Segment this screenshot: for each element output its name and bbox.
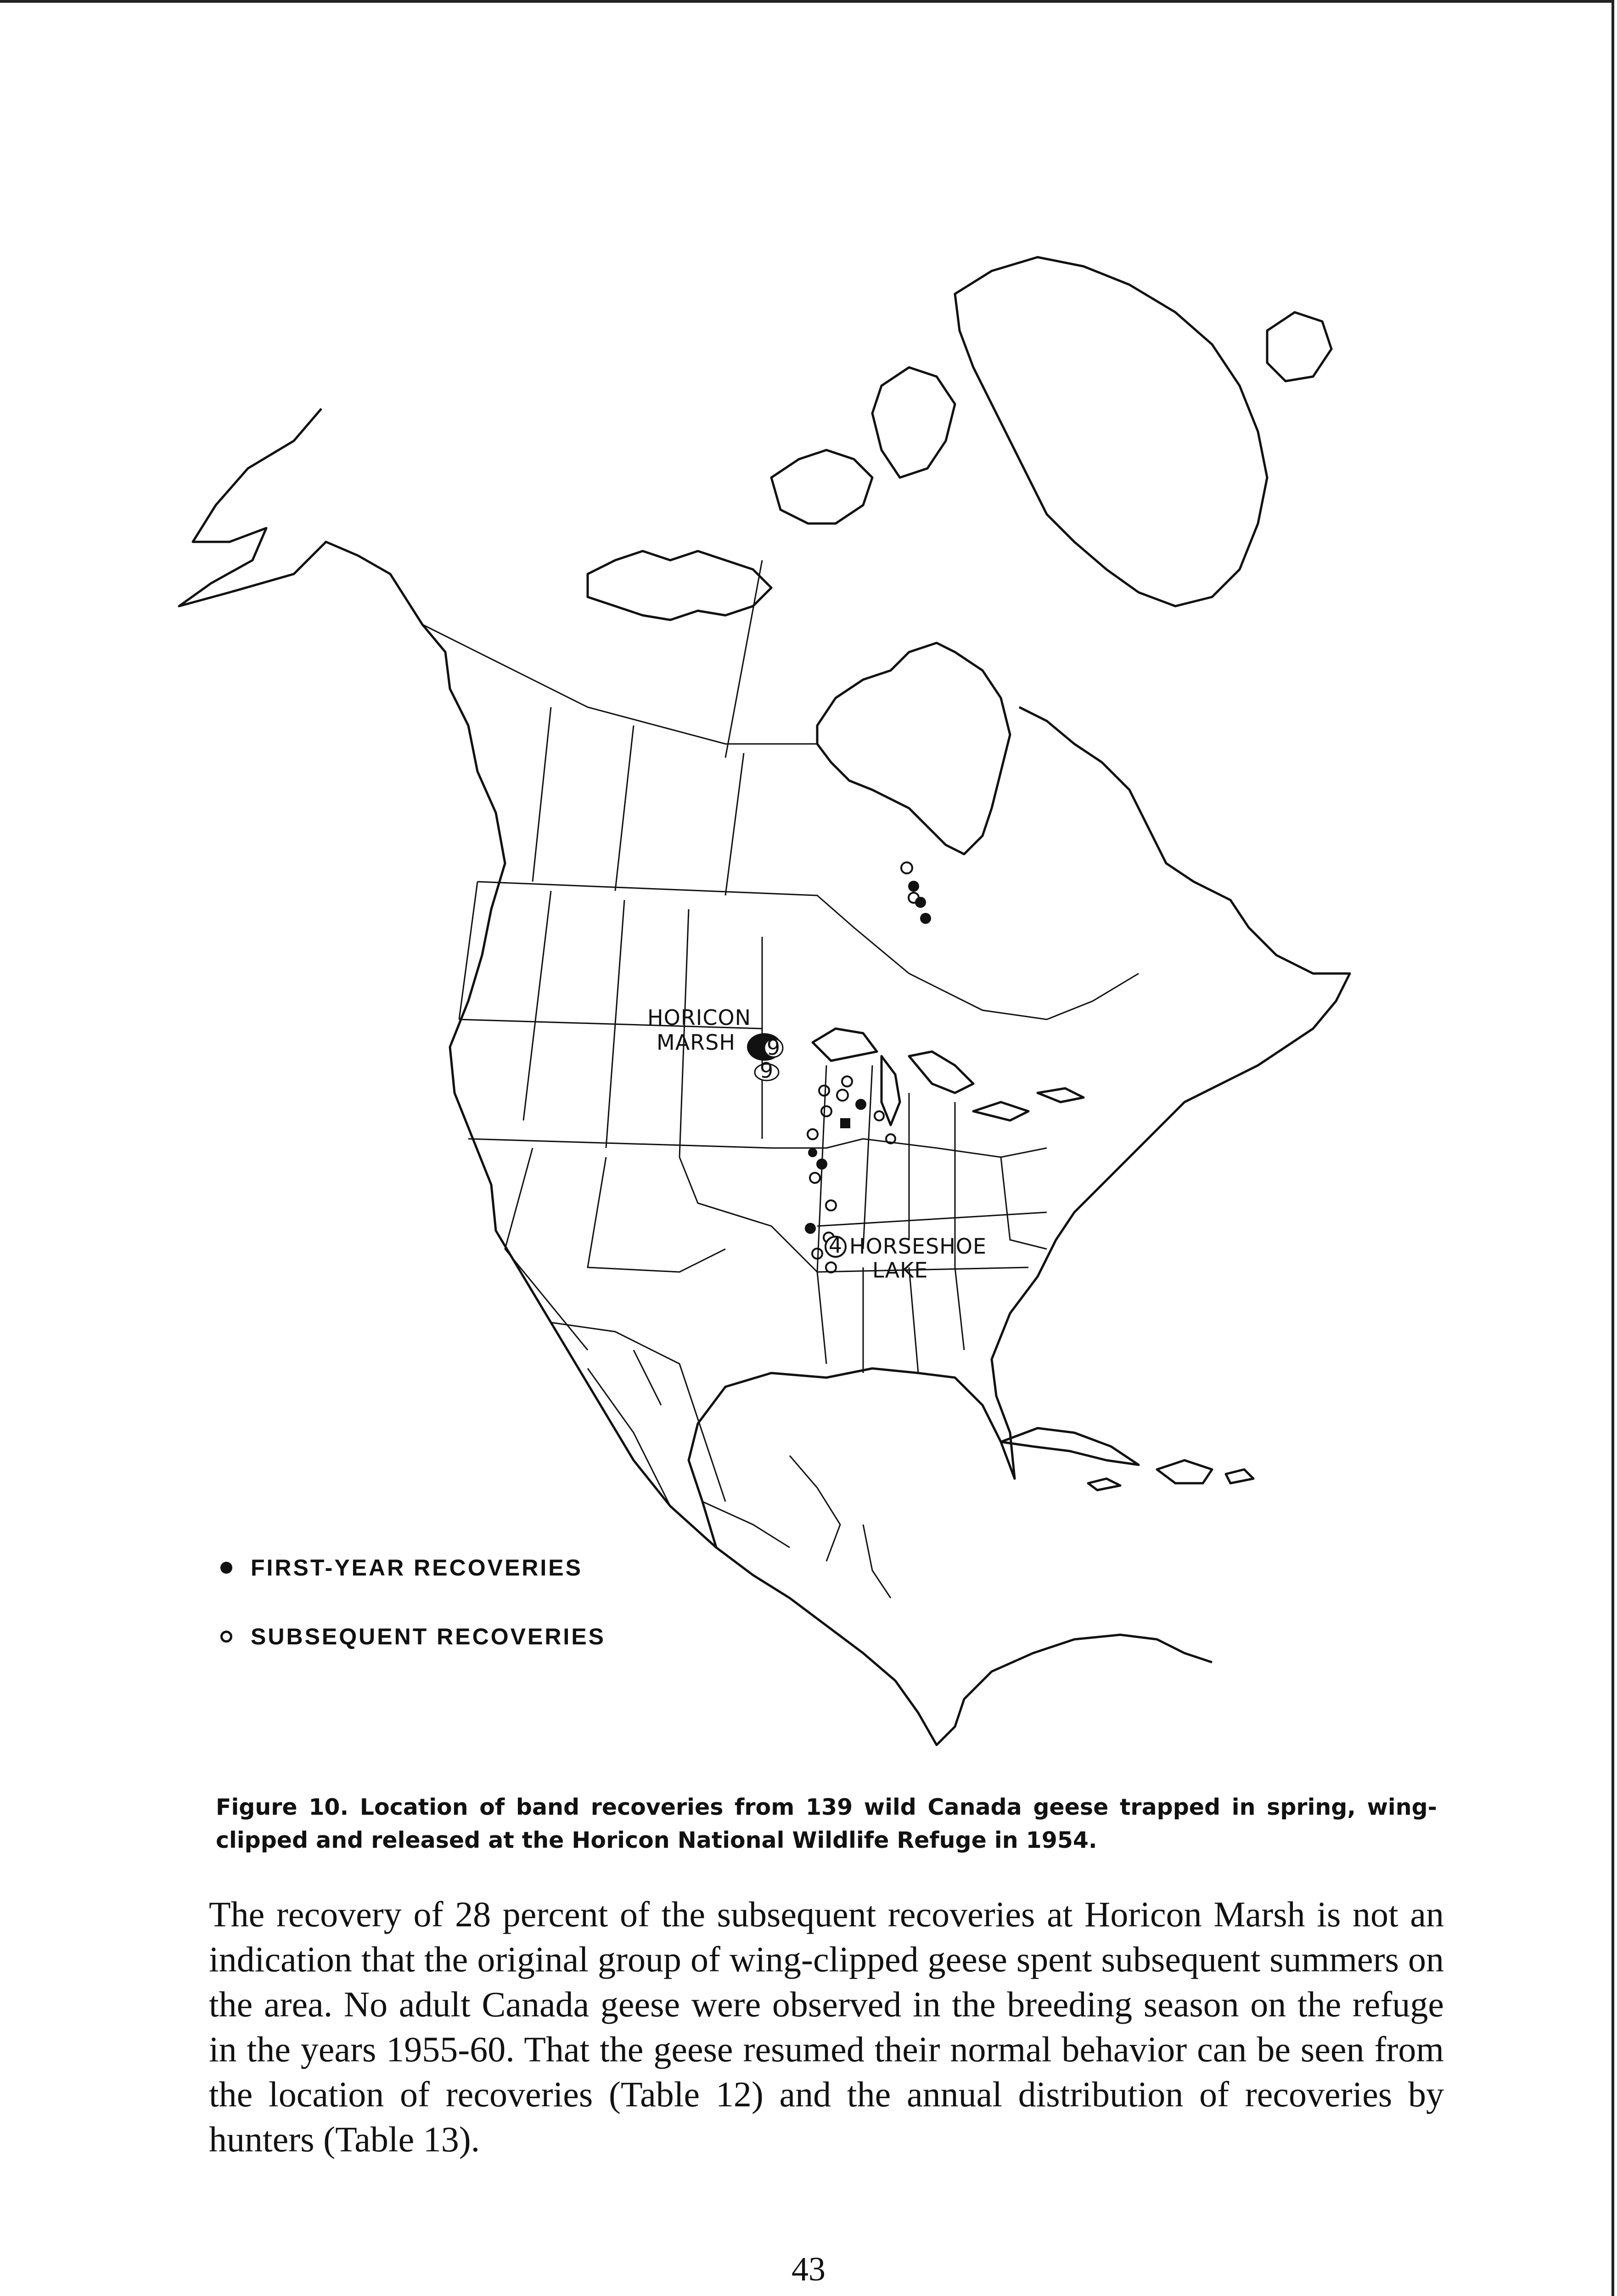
first-year-marker [855,1099,866,1110]
state-lines-west [459,882,826,1364]
subsequent-marker [826,1262,836,1272]
greenland [955,257,1267,606]
iceland [1267,312,1331,381]
canada-us-border [477,882,1139,1019]
horicon-inner-count: 9 [759,1058,774,1083]
subsequent-marker [819,1086,829,1096]
subsequent-marker [909,893,919,903]
page-number: 43 [792,2251,825,2288]
body-paragraph: The recovery of 28 percent of the subsequent recoveries at Horicon Marsh is not an indication that the original group of wing-clipped geese spent subsequent summers on the area. No adult Canada geese were observed in the breeding season on the refuge in the years 1955-60. That the geese resumed their normal behavior can be seen from the location of recoveries (Table 12) and the annual distribution of recoveries by hunters (Table 13). [209,1894,1444,2159]
jamaica [1088,1479,1120,1490]
first-year-marker [816,1159,827,1170]
subsequent-marker [842,1076,852,1086]
subsequent-marker [837,1090,848,1101]
recovery-markers [747,862,931,1272]
horicon-label-line1: HORICON [647,1005,752,1030]
gulf-coast [689,707,1350,1548]
cuba [1001,1428,1139,1465]
subsequent-marker [875,1111,884,1120]
puerto-rico [1226,1469,1253,1483]
first-year-marker [920,913,931,924]
arctic-islands [588,367,955,620]
figure-caption: Figure 10. Location of band recoveries from 139 wild Canada geese trapped in spring, wing-clipped and released at the Horicon National Wildlife Refuge in 1954. [216,1794,1437,1853]
first-year-marker [805,1223,816,1234]
subsequent-marker [821,1106,831,1116]
hudson-bay [817,643,1010,854]
horicon-label-line2: MARSH [657,1030,736,1055]
province-lines [422,560,817,895]
subsequent-marker [808,1129,818,1139]
horicon-count: 9 [766,1035,781,1060]
release-site-square [840,1118,850,1128]
hollow-dot-icon [220,1631,232,1643]
horseshoe-label-line1: HORSESHOE [849,1234,987,1259]
subsequent-marker [810,1173,820,1183]
subsequent-marker [901,862,912,873]
subsequent-marker [826,1200,836,1210]
legend-first-year [220,1554,583,1581]
continent-outline [179,409,1212,1745]
first-year-marker [808,1148,817,1157]
filled-dot-icon [220,1562,232,1574]
mexico-lines [551,1322,891,1598]
legend-first-year-label: FIRST-YEAR RECOVERIES [251,1555,583,1581]
legend-subsequent [220,1623,606,1650]
hispaniola [1157,1460,1212,1483]
first-year-marker [908,881,919,892]
legend-subsequent-label: SUBSEQUENT RECOVERIES [251,1624,606,1649]
great-lakes [813,1029,1084,1125]
horseshoe-count: 4 [828,1233,843,1258]
horseshoe-label-line2: LAKE [872,1258,928,1283]
